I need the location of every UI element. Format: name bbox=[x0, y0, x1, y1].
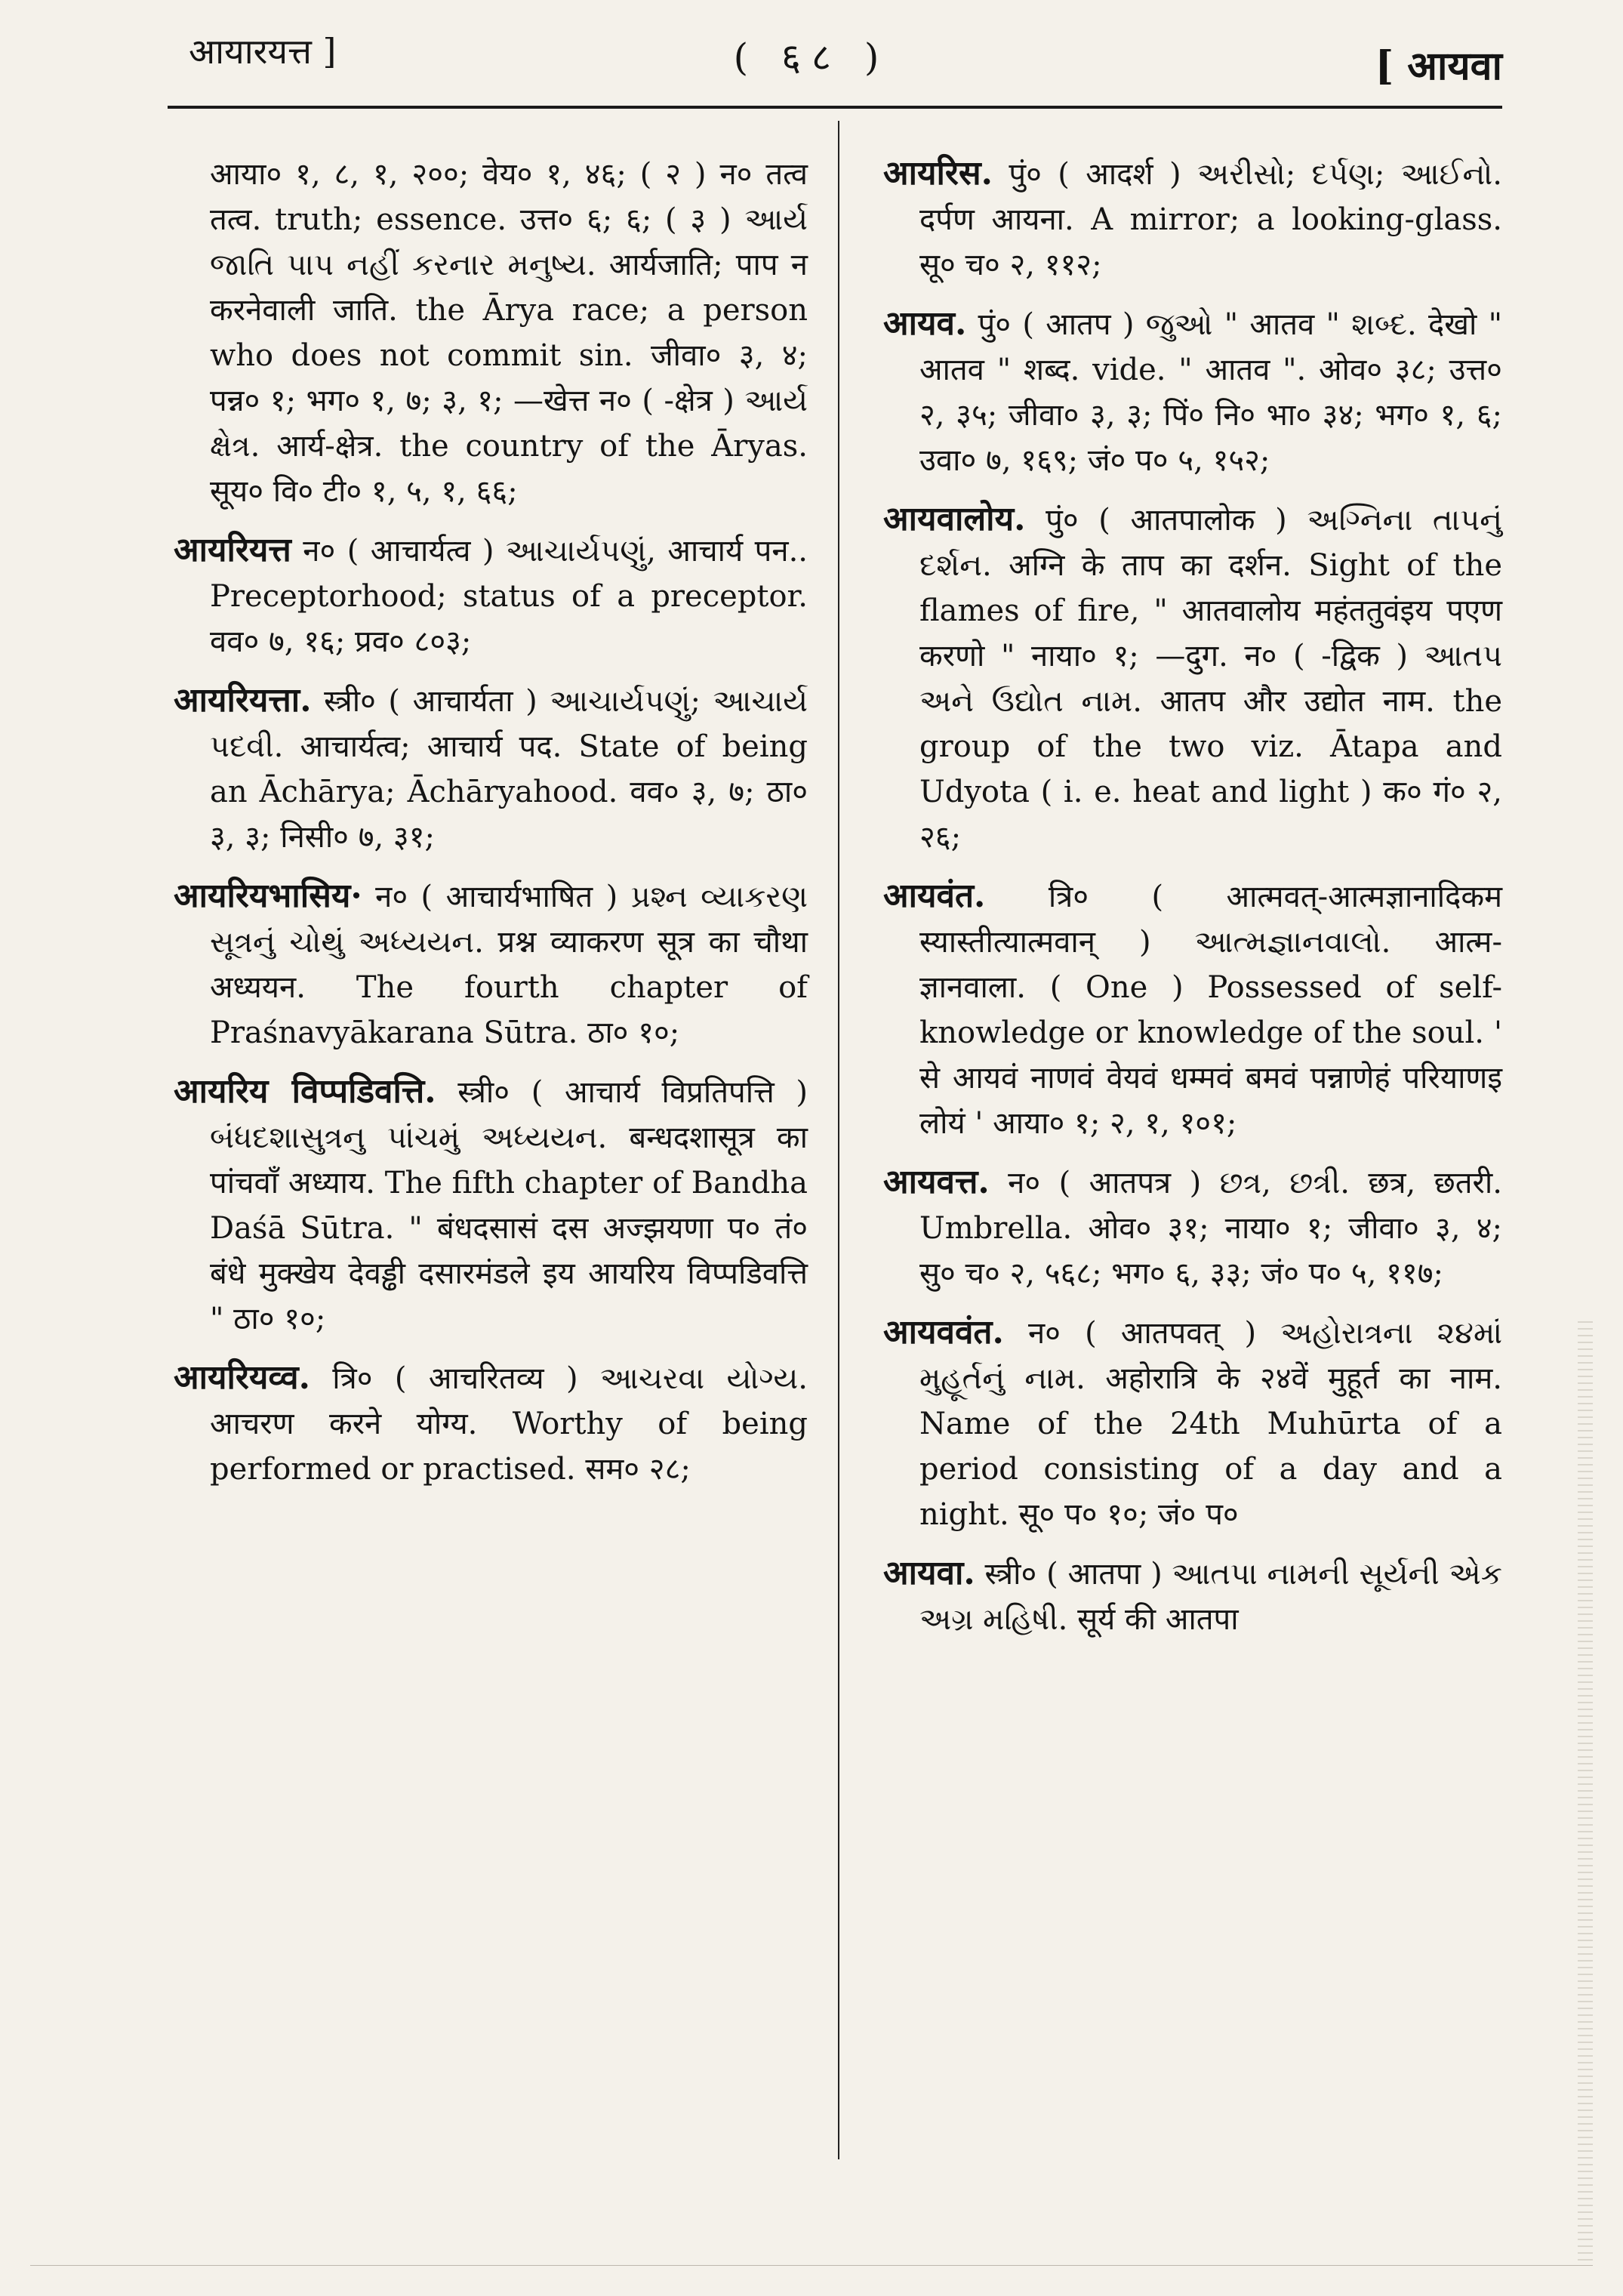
dictionary-entry bbox=[174, 528, 808, 664]
dictionary-entry bbox=[883, 874, 1502, 1146]
entry-body: स्त्री० ( आतपा ) આતપા નામની સૂર્યની એક અગ્ર મહિષી. सूर्य की आतपा bbox=[919, 1557, 1502, 1637]
entry-headword: आयव. bbox=[883, 304, 967, 343]
entry-headword: आयरियव्व. bbox=[174, 1358, 310, 1397]
entry-headword: आयरियत्त bbox=[174, 531, 291, 569]
entry-body: त्रि० ( आचरितव्य ) આચરવા યોગ્ય. आचरण करने योग्य. Worthy of being performed or practised. सम० २८; bbox=[210, 1361, 808, 1487]
dictionary-entry bbox=[174, 151, 808, 514]
page-number: ( ६८ ) bbox=[733, 35, 890, 79]
entry-headword: आयरिय विप्पडिवत्ति. bbox=[174, 1072, 436, 1111]
entry-body: न० ( आतपत्र ) છત્ર, છત્રી. छत्र, छतरी. Umbrella. ओव० ३१; नाया० १; जीवा० ३, ४; सु० च० २, ५६८; भग० ६, ३३; जं० प० ५, ११७; bbox=[919, 1166, 1502, 1291]
dictionary-entry bbox=[883, 1551, 1502, 1642]
entry-headword: आयरियत्ता. bbox=[174, 681, 312, 720]
right-column bbox=[883, 151, 1502, 1656]
entry-headword: आयवत्त. bbox=[883, 1163, 990, 1201]
entry-body: आया० १, ८, १, २००; वेय० १, ४६; ( २ ) न० तत्व तत्व. truth; essence. उत्त० ६; ६; ( ३ ) આર્ય જાતિ પાપ નહીં કરનાર મનુષ્ય. आर्यजाति; पाप न करनेवाली जाति. the Ārya race; a person who does not commit sin. जीवा० ३, ४; पन्न० १; भग० १, ७; ३, १; —खेत्त न० ( -क्षेत्र ) આર્ય ક્ષેત્ર. आर्य-क्षेत्र. the country of the Āryas. सूय० वि० टी० १, ५, १, ६६; bbox=[210, 157, 808, 509]
entry-body: त्रि० ( आत्मवत्-आत्मज्ञानादिकम स्यास्तीत्यात्मवान् ) આત્મજ્ઞાનવાલો. आत्म-ज्ञानवाला. ( One ) Possessed of self-knowledge or knowledge of the soul. ' से आयवं नाणवं वेयवं धम्मवं बमवं पन्नाणेहं परियाणइ लोयं ' आया० १; २, १, १०१; bbox=[919, 880, 1502, 1141]
scan-bottom-line bbox=[30, 2265, 1593, 2266]
entry-body: स्त्री० ( आचार्य विप्रतिपत्ति ) બંધદશાસુત્રનુ પાંચમું અધ્યયન. बन्धदशासूत्र का पांचवाँ अध्याय. The fifth chapter of Bandha Daśā Sūtra. " बंधदसासं दस अज्झयणा प० तं० बंधे मुक्खेय देवड्ढी दसारमंडले इय आयरिय विप्पडिवत्ति " ठा० १०; bbox=[210, 1075, 808, 1336]
entry-headword: आयवालोय. bbox=[883, 500, 1026, 538]
dictionary-entry bbox=[174, 1069, 808, 1342]
dictionary-entry bbox=[883, 301, 1502, 483]
page-header bbox=[0, 0, 1623, 113]
dictionary-entry bbox=[174, 874, 808, 1056]
dictionary-entry bbox=[883, 151, 1502, 288]
dictionary-entry bbox=[883, 497, 1502, 860]
dictionary-entry bbox=[883, 1160, 1502, 1296]
entry-body: पुं० ( आदर्श ) અરીસો; દર્પણ; આઈનો. दर्पण आयना. A mirror; a looking-glass. सू० च० २, ११२; bbox=[919, 157, 1502, 282]
entry-body: पुं० ( आतपालोक ) અગ્નિના તાપનું દર્શન. अग्नि के ताप का दर्शन. Sight of the flames of fire, " आतवालोय महंततुवंइय पएण करणो " नाया० १; —दुग. न० ( -द्विक ) આતપ અને ઉદ્યોત નામ. आतप और उद्योत नाम. the group of the two viz. Ātapa and Udyota ( i. e. heat and light ) क० गं० २, २६; bbox=[919, 503, 1502, 855]
column-divider bbox=[838, 121, 839, 2159]
dictionary-entry bbox=[174, 678, 808, 860]
header-left-catchword: आयारयत्त ] bbox=[189, 31, 337, 72]
entry-body: स्त्री० ( आचार्यता ) આચાર્યપણું; આચાર્ય પદવી. आचार्यत्व; आचार्य पद. State of being an Āchārya; Āchāryahood. वव० ३, ७; ठा० ३, ३; निसी० ७, ३१; bbox=[210, 684, 808, 855]
dictionary-entry bbox=[174, 1355, 808, 1492]
dictionary-entry bbox=[883, 1310, 1502, 1537]
scan-edge-noise bbox=[1578, 1321, 1593, 2265]
entry-body: न० ( आचार्यत्व ) આચાર્યપણું, आचार्य पन.. Preceptorhood; status of a preceptor. वव० ७, १६; प्रव० ८०३; bbox=[210, 534, 808, 659]
entry-headword: आयवंत. bbox=[883, 877, 986, 915]
entry-headword: आयरियभासिय· bbox=[174, 877, 362, 915]
left-column bbox=[174, 151, 808, 1505]
entry-body: न० ( आचार्यभाषित ) પ્રશ્ન વ્યાકરણ સૂત્રનું ચોથું અધ્યયન. प्रश्न व्याकरण सूत्र का चौथा अध्ययन. The fourth chapter of Praśnavyākarana Sūtra. ठा० १०; bbox=[210, 880, 808, 1050]
header-right-catchword: [ आयवा bbox=[1375, 43, 1502, 89]
entry-body: न० ( आतपवत् ) અહોરાત્રના ૨૪માં મુહૂર્તનું નામ. अहोरात्रि के २४वें मुहूर्त का नाम. Name of the 24th Muhūrta of a period consisting of a day and a night. सू० प० १०; जं० प० bbox=[919, 1316, 1502, 1532]
entry-body: पुं० ( आतप ) જુઓ " आतव " શબ્દ. देखो " आतव " शब्द. vide. " आतव ". ओव० ३८; उत्त० २, ३५; जीवा० ३, ३; पिं० नि० भा० ३४; भग० १, ६; उवा० ७, १६९; जं० प० ५, १५२; bbox=[919, 307, 1502, 478]
entry-headword: आयरिस. bbox=[883, 154, 993, 193]
header-rule bbox=[168, 106, 1502, 109]
entry-headword: आयवा. bbox=[883, 1554, 975, 1592]
entry-headword: आयववंत. bbox=[883, 1313, 1004, 1351]
